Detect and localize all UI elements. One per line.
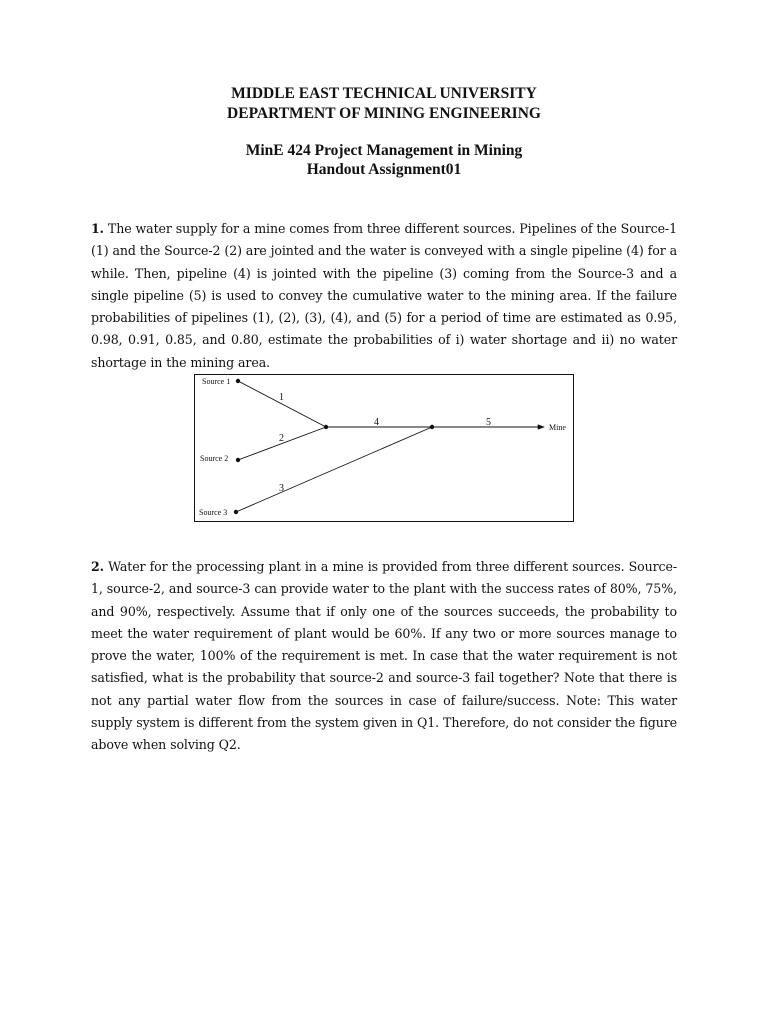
question-1-text: The water supply for a mine comes from three different sources. Pipelines of the Source-1 (1) and the Source-2 (2) are jointed and the water is conveyed with a single pipeline (4) for a while. Then, pipeline (4) is jointed with the pipeline (3) coming from the Source-3 and a single pipeline (5) is used to convey the cumulative water to the mining area. If the failure probabilities of pipelines (1), (2), (3), (4), and (5) for a period of time are estimated as 0.95, 0.98, 0.91, 0.85, and 0.80, estimate the probabilities of i) water shortage and ii) no water shortage in the mining area. [91,221,677,370]
question-2-number: 2. [91,559,104,574]
mine-label: Mine [549,423,566,432]
assignment-title: Handout Assignment01 [306,161,462,178]
question-1-number: 1. [91,221,104,236]
course-title: MinE 424 Project Management in Mining [245,142,523,159]
pipe-3-label: 3 [279,483,284,494]
pipe-4-label: 4 [374,417,379,428]
junction-b-node [430,425,434,429]
university-title: MIDDLE EAST TECHNICAL UNIVERSITY [231,85,537,102]
source-3-node [234,510,238,514]
source-3-label: Source 3 [199,508,228,517]
pipe-1-label: 1 [279,392,284,403]
pipe-5-label: 5 [486,417,491,428]
pipeline-network-figure [194,374,574,520]
source-2-node [236,458,240,462]
question-2 [91,556,677,757]
source-2-label: Source 2 [200,454,229,463]
source-1-label: Source 1 [202,377,231,386]
junction-a-node [324,425,328,429]
question-1 [91,218,677,374]
question-2-text: Water for the processing plant in a mine is provided from three different sources. Source-1, source-2, and source-3 can provide water to the plant with the success rates of 80%, 75%, and 90%, respectively. Assume that if only one of the sources succeeds, the probability to meet the water requirement of plant would be 60%. If any two or more sources manage to prove the water, 100% of the requirement is met. In case that the water requirement is not satisfied, what is the probability that source-2 and source-3 fail together? Note that there is not any partial water flow from the sources in case of failure/success. Note: This water supply system is different from the system given in Q1. Therefore, do not consider the figure above when solving Q2. [91,559,678,753]
department-title: DEPARTMENT OF MINING ENGINEERING [227,105,541,122]
source-1-node [236,379,240,383]
pipe-2-label: 2 [279,433,284,444]
pipeline-diagram [194,374,574,522]
